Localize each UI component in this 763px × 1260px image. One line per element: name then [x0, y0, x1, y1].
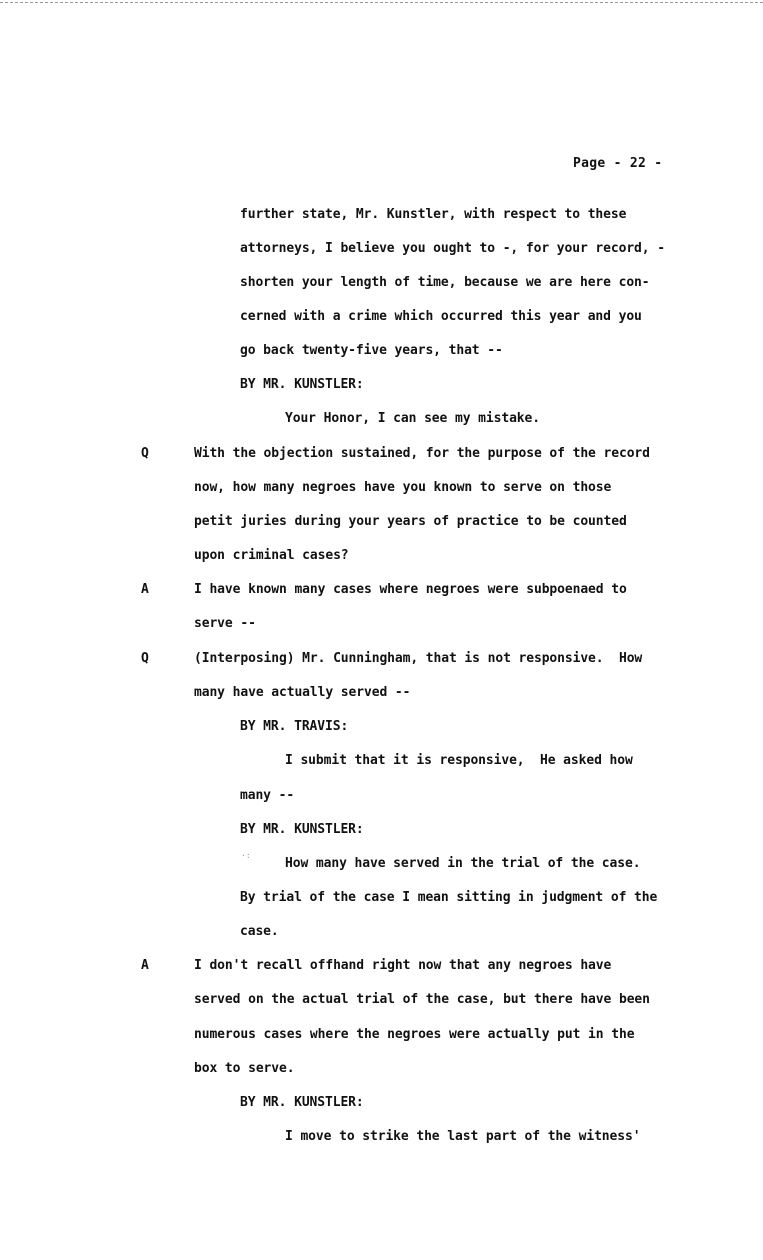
- transcript-line: petit juries during your years of practice to be counted: [194, 514, 627, 529]
- transcript-line: I submit that it is responsive, He asked how: [285, 753, 633, 768]
- speaker-heading: BY MR. TRAVIS:: [240, 719, 349, 734]
- transcript-line: How many have served in the trial of the case.: [285, 856, 641, 871]
- speaker-heading: BY MR. KUNSTLER:: [240, 822, 364, 837]
- transcript-line: shorten your length of time, because we are here con-: [240, 275, 650, 290]
- transcript-line: now, how many negroes have you known to serve on those: [194, 480, 612, 495]
- speaker-heading: BY MR. KUNSTLER:: [240, 1095, 364, 1110]
- transcript-line: I move to strike the last part of the witness': [285, 1129, 641, 1144]
- transcript-line: served on the actual trial of the case, but there have been: [194, 992, 650, 1007]
- answer-marker: A: [141, 958, 149, 973]
- answer-marker: A: [141, 582, 149, 597]
- question-marker: Q: [141, 446, 149, 461]
- transcript-line: box to serve.: [194, 1061, 295, 1076]
- transcript-line: cerned with a crime which occurred this year and you: [240, 309, 642, 324]
- transcript-line: many have actually served --: [194, 685, 411, 700]
- speaker-heading: BY MR. KUNSTLER:: [240, 377, 364, 392]
- transcript-line: go back twenty-five years, that --: [240, 343, 503, 358]
- transcript-line: attorneys, I believe you ought to -, for your record, -: [240, 241, 665, 256]
- top-edge-rule: [0, 2, 763, 3]
- transcript-line: upon criminal cases?: [194, 548, 349, 563]
- question-marker: Q: [141, 651, 149, 666]
- transcript-line: serve --: [194, 616, 256, 631]
- scan-speck: ·:: [241, 851, 251, 860]
- transcript-line: Your Honor, I can see my mistake.: [285, 411, 540, 426]
- page-number: Page - 22 -: [573, 156, 663, 171]
- transcript-line: many --: [240, 788, 295, 803]
- transcript-line: numerous cases where the negroes were actually put in the: [194, 1027, 635, 1042]
- transcript-line: By trial of the case I mean sitting in judgment of the: [240, 890, 658, 905]
- transcript-line: further state, Mr. Kunstler, with respect to these: [240, 207, 627, 222]
- transcript-line: I have known many cases where negroes were subpoenaed to: [194, 582, 627, 597]
- transcript-line: I don't recall offhand right now that any negroes have: [194, 958, 612, 973]
- transcript-line: case.: [240, 924, 279, 939]
- transcript-line: (Interposing) Mr. Cunningham, that is not responsive. How: [194, 651, 643, 666]
- transcript-line: With the objection sustained, for the purpose of the record: [194, 446, 650, 461]
